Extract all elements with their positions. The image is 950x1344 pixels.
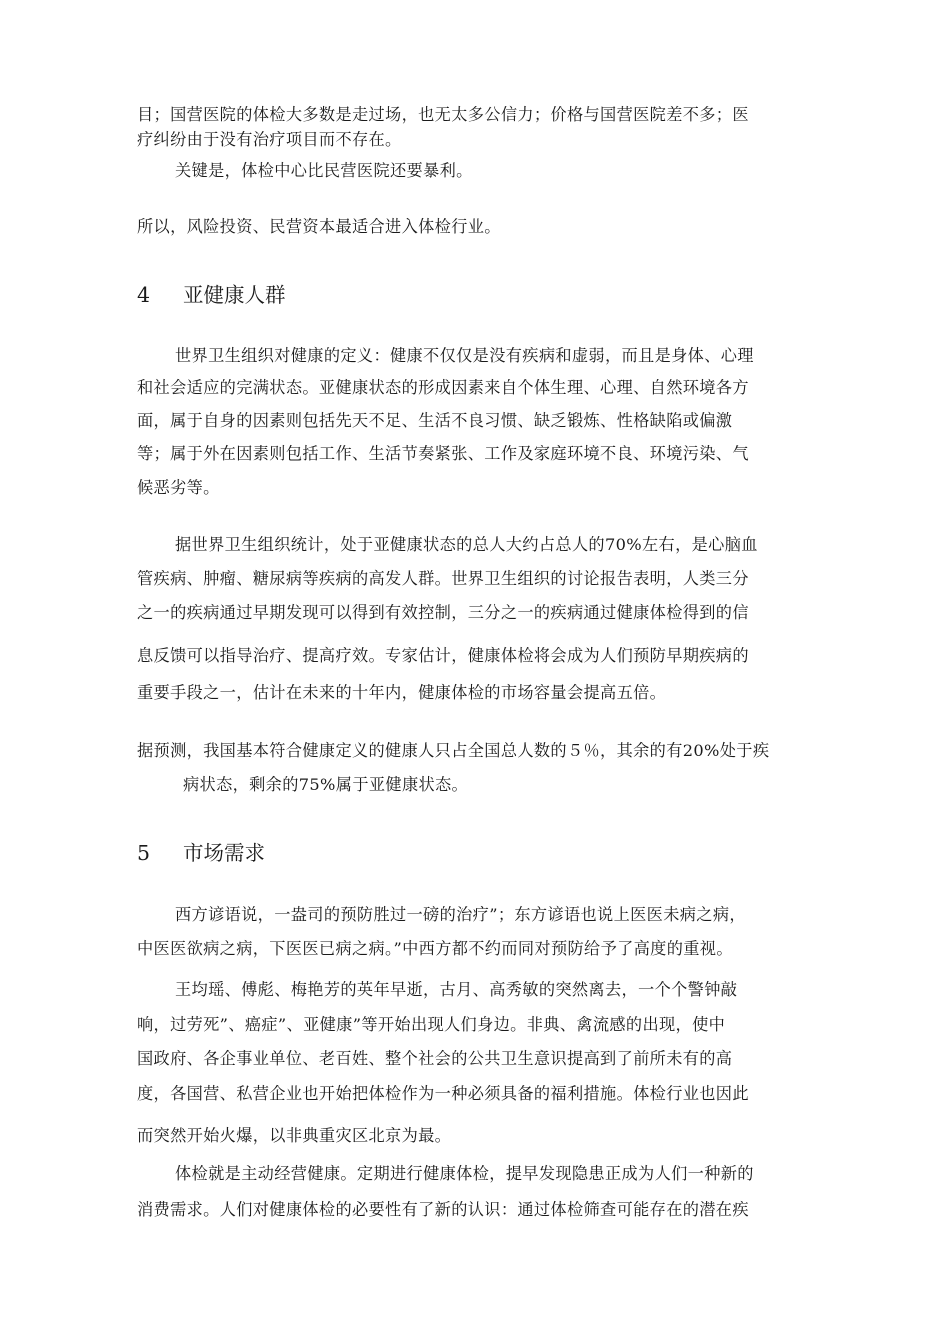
paragraph-line: 而突然开始火爆，以非典重灾区北京为最。 <box>137 1126 452 1145</box>
paragraph-line: 消费需求。人们对健康体检的必要性有了新的认识：通过体检筛查可能存在的潜在疾 <box>137 1200 749 1219</box>
paragraph-line: 国政府、各企事业单位、老百姓、整个社会的公共卫生意识提高到了前所未有的高 <box>137 1049 733 1068</box>
paragraph-line: 度，各国营、私营企业也开始把体检作为一种必须具备的福利措施。体检行业也因此 <box>137 1084 749 1103</box>
paragraph-line: 管疾病、肿瘤、糖尿病等疾病的高发人群。世界卫生组织的讨论报告表明，人类三分 <box>137 569 749 588</box>
paragraph-line: 所以，风险投资、民营资本最适合进入体检行业。 <box>137 217 501 236</box>
paragraph-line: 病状态，剩余的75%属于亚健康状态。 <box>183 775 469 794</box>
paragraph-line: 息反馈可以指导治疗、提高疗效。专家估计，健康体检将会成为人们预防早期疾病的 <box>137 646 749 665</box>
section-number: 5 <box>137 841 151 865</box>
paragraph-line: 疗纠纷由于没有治疗项目而不存在。 <box>137 130 402 149</box>
paragraph-line: 关键是，体检中心比民营医院还要暴利。 <box>175 161 473 180</box>
paragraph-line: 响，过劳死”、癌症”、亚健康”等开始出现人们身边。非典、禽流感的出现，使中 <box>137 1015 726 1034</box>
paragraph-line: 王均瑶、傅彪、梅艳芳的英年早逝，古月、高秀敏的突然离去，一个个警钟敲 <box>175 980 738 999</box>
paragraph-line: 目；国营医院的体检大多数是走过场，也无太多公信力；价格与国营医院差不多；医 <box>137 105 749 124</box>
paragraph-line: 体检就是主动经营健康。定期进行健康体检，提早发现隐患正成为人们一种新的 <box>175 1164 754 1183</box>
section-number: 4 <box>137 283 151 307</box>
paragraph-line: 据世界卫生组织统计，处于亚健康状态的总人大约占总人的70%左右，是心脑血 <box>175 535 758 554</box>
paragraph-line: 之一的疾病通过早期发现可以得到有效控制，三分之一的疾病通过健康体检得到的信 <box>137 603 749 622</box>
section-heading <box>137 841 265 865</box>
paragraph-line: 世界卫生组织对健康的定义：健康不仅仅是没有疾病和虚弱，而且是身体、心理 <box>175 346 754 365</box>
section-title: 亚健康人群 <box>183 283 286 307</box>
paragraph-line: 和社会适应的完满状态。亚健康状态的形成因素来自个体生理、心理、自然环境各方 <box>137 378 749 397</box>
paragraph-line: 西方谚语说，一盎司的预防胜过一磅的治疗”；东方谚语也说上医医未病之病， <box>175 905 746 924</box>
paragraph-line: 候恶劣等。 <box>137 478 220 497</box>
paragraph-line: 面，属于自身的因素则包括先天不足、生活不良习惯、缺乏锻炼、性格缺陷或偏激 <box>137 411 733 430</box>
section-title: 市场需求 <box>183 841 265 865</box>
paragraph-line: 等；属于外在因素则包括工作、生活节奏紧张、工作及家庭环境不良、环境污染、气 <box>137 444 749 463</box>
paragraph-line: 重要手段之一，估计在未来的十年内，健康体检的市场容量会提高五倍。 <box>137 683 667 702</box>
paragraph-line: 据预测，我国基本符合健康定义的健康人只占全国总人数的５％，其余的有20%处于疾 <box>137 741 770 760</box>
section-heading <box>137 283 286 307</box>
paragraph-line: 中医医欲病之病，下医医已病之病。”中西方都不约而同对预防给予了高度的重视。 <box>137 939 733 958</box>
